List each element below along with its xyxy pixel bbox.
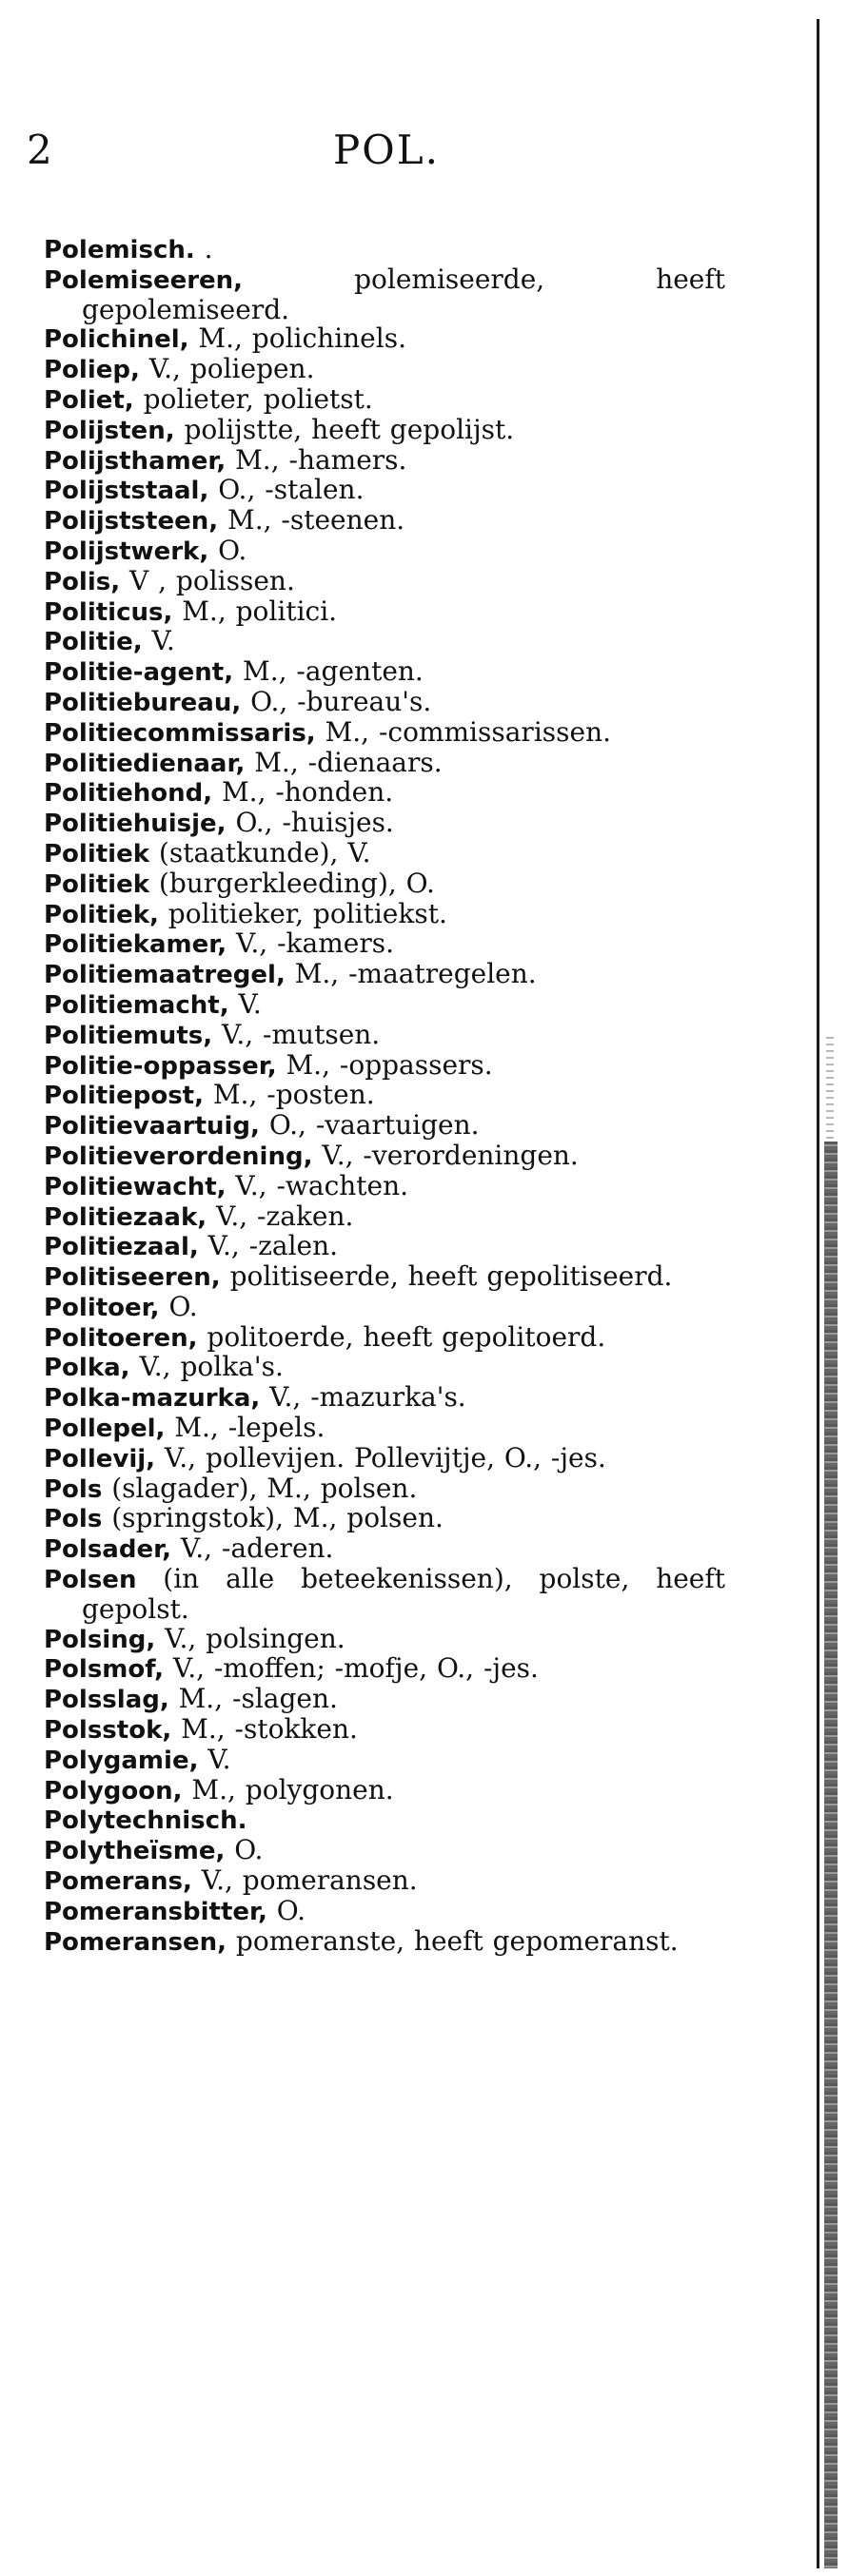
- entry-headword: Pols: [44, 1474, 103, 1504]
- entry-definition: politoerde, heeft gepolitoerd.: [197, 1320, 606, 1353]
- dictionary-entry: [44, 715, 725, 749]
- entry-headword: Polytheïsme,: [44, 1837, 226, 1866]
- dictionary-entry: [44, 1383, 725, 1414]
- entry-definition: (staatkunde), V.: [149, 836, 371, 868]
- entry-definition: V., -aderen.: [170, 1532, 334, 1565]
- entry-headword: Politievaartuig,: [44, 1112, 260, 1142]
- column-rule: [817, 19, 819, 2568]
- entry-headword: Politie,: [44, 628, 143, 657]
- dictionary-entry: [44, 324, 725, 355]
- entry-headword: Polka-mazurka,: [44, 1384, 261, 1414]
- entry-definition: politiseerde, heeft gepolitiseerd.: [220, 1260, 673, 1293]
- entry-headword: Polygoon,: [44, 1776, 183, 1805]
- entry-headword: Pollepel,: [44, 1415, 166, 1444]
- dictionary-entry: [44, 1743, 725, 1776]
- dictionary-entry: [44, 987, 725, 1021]
- entry-definition: V., -mazurka's.: [260, 1381, 466, 1414]
- dictionary-entry: [44, 1169, 725, 1202]
- entry-definition: (springstok), M., polsen.: [102, 1502, 444, 1534]
- dictionary-entry: [44, 1715, 725, 1746]
- dictionary-entry: [44, 1018, 725, 1051]
- dictionary-entry: [44, 1773, 725, 1806]
- entry-definition: V., poliepen.: [139, 353, 315, 385]
- dictionary-entry-list: [44, 235, 725, 1957]
- entry-definition: polijstte, heeft gepolijst.: [174, 413, 515, 445]
- entry-definition: V., polka's.: [129, 1351, 284, 1383]
- dictionary-entry: [44, 960, 725, 990]
- entry-definition: (burgerkleeding), O.: [149, 867, 435, 899]
- entry-definition: M., politici.: [172, 595, 338, 627]
- entry-definition: V.: [228, 987, 262, 1020]
- entry-headword: Politiemuts,: [44, 1021, 213, 1050]
- entry-headword: Politie-oppasser,: [44, 1051, 277, 1081]
- dictionary-entry: [44, 1805, 725, 1836]
- dictionary-entry: [44, 1048, 725, 1082]
- entry-headword: Politiedienaar,: [44, 749, 246, 778]
- dictionary-entry: [44, 897, 725, 930]
- dictionary-entry: [44, 355, 725, 385]
- dictionary-entry: [44, 1081, 725, 1111]
- entry-headword: Pomerans,: [44, 1867, 192, 1897]
- entry-definition: V , polissen.: [120, 564, 295, 596]
- entry-headword: Politoer,: [44, 1293, 160, 1322]
- dictionary-entry: [44, 1111, 725, 1142]
- dictionary-entry: [44, 836, 725, 869]
- entry-headword: Politiek,: [44, 900, 159, 929]
- entry-headword: Poliet,: [44, 385, 134, 415]
- entry-definition: V., polsingen.: [155, 1622, 345, 1654]
- entry-definition: M., -slagen.: [168, 1683, 338, 1715]
- entry-definition: O.: [159, 1290, 198, 1322]
- entry-headword: Poliep,: [44, 356, 140, 385]
- dictionary-entry: [44, 1353, 725, 1383]
- dictionary-entry: [44, 746, 725, 779]
- entry-definition: politieker, politiekst.: [158, 897, 447, 929]
- entry-definition: polemiseerde, heeft gepolemiseerd.: [82, 263, 725, 325]
- dictionary-entry: [44, 1262, 725, 1293]
- entry-definition: O., -bureau's.: [241, 685, 432, 717]
- entry-definition: M., -posten.: [203, 1079, 375, 1111]
- entry-definition: M., -hamers.: [226, 443, 407, 476]
- dictionary-entry: [44, 685, 725, 718]
- dictionary-entry: [44, 1414, 725, 1444]
- dictionary-entry: [44, 1474, 725, 1505]
- dictionary-entry: [44, 1836, 725, 1866]
- entry-headword: Polijsten,: [44, 416, 175, 445]
- entry-headword: Politiek: [44, 869, 150, 899]
- entry-headword: Politiepost,: [44, 1082, 204, 1111]
- entry-definition: V.: [198, 1743, 231, 1775]
- entry-definition: O.: [225, 1834, 264, 1866]
- entry-definition: M., -lepels.: [165, 1412, 325, 1444]
- dictionary-entry: [44, 1654, 725, 1685]
- entry-headword: Politiezaak,: [44, 1202, 207, 1232]
- entry-definition: polieter, polietst.: [133, 382, 373, 415]
- page-edge-shadow-upper: [826, 1037, 834, 1142]
- entry-headword: Politiezaal,: [44, 1233, 199, 1262]
- entry-headword: Politiemaatregel,: [44, 961, 286, 990]
- entry-headword: Politiecommissaris,: [44, 718, 316, 748]
- dictionary-entry: [44, 265, 725, 325]
- entry-headword: Politiemacht,: [44, 990, 229, 1020]
- entry-definition: O., -huisjes.: [226, 807, 394, 839]
- entry-headword: Polygamie,: [44, 1746, 199, 1775]
- dictionary-entry: [44, 627, 725, 657]
- entry-headword: Politiewacht,: [44, 1172, 227, 1201]
- dictionary-entry: [44, 929, 725, 960]
- entry-headword: Polsader,: [44, 1535, 171, 1565]
- entry-definition: pomeranste, heeft gepomeranst.: [227, 1924, 679, 1957]
- entry-definition: M., -stokken.: [171, 1713, 358, 1746]
- dictionary-entry: [44, 476, 725, 506]
- entry-definition: M., -agenten.: [233, 655, 424, 688]
- entry-definition: .: [194, 233, 213, 264]
- entry-definition: M., -oppassers.: [276, 1048, 493, 1081]
- dictionary-entry: [44, 1139, 725, 1172]
- entry-headword: Politiehond,: [44, 779, 213, 809]
- entry-definition: M., -maatregelen.: [285, 958, 537, 990]
- entry-definition: V., -verordeningen.: [312, 1139, 579, 1171]
- entry-definition: O., -vaartuigen.: [259, 1109, 480, 1142]
- entry-definition: V., pollevijen. Pollevijtje, O., -jes.: [155, 1441, 606, 1473]
- dictionary-entry: [44, 809, 725, 839]
- entry-headword: Polka,: [44, 1354, 130, 1383]
- dictionary-entry: [44, 1441, 725, 1474]
- dictionary-entry: [44, 506, 725, 537]
- dictionary-entry: [44, 597, 725, 628]
- dictionary-entry: [44, 235, 725, 265]
- dictionary-entry: [44, 1685, 725, 1715]
- entry-definition: M., -honden.: [212, 776, 394, 809]
- entry-definition: V., -wachten.: [226, 1169, 409, 1201]
- entry-headword: Polemiseeren,: [44, 265, 244, 295]
- dictionary-entry: [44, 1534, 725, 1565]
- entry-headword: Politiek: [44, 839, 150, 868]
- entry-definition: O., -stalen.: [208, 474, 365, 506]
- entry-definition: M., polichinels.: [188, 322, 406, 355]
- entry-headword: Polsmof,: [44, 1655, 165, 1685]
- entry-definition: V., -zaken.: [207, 1200, 354, 1232]
- dictionary-entry: [44, 382, 725, 416]
- entry-headword: Polichinel,: [44, 325, 189, 355]
- entry-headword: Polijststaal,: [44, 477, 209, 506]
- entry-definition: M., -steenen.: [218, 504, 405, 537]
- dictionary-entry: [44, 564, 725, 597]
- entry-headword: Polsslag,: [44, 1686, 169, 1715]
- entry-headword: Politieverordening,: [44, 1142, 313, 1171]
- entry-definition: (in alle beteekenissen), polste, heeft gepolst.: [82, 1563, 725, 1625]
- dictionary-entry: [44, 413, 725, 446]
- dictionary-entry: [44, 534, 725, 567]
- entry-headword: Pols: [44, 1505, 103, 1534]
- dictionary-entry: [44, 1622, 725, 1655]
- entry-headword: Polsen: [44, 1566, 137, 1595]
- entry-headword: Polijststeen,: [44, 507, 219, 537]
- entry-headword: Polis,: [44, 567, 121, 596]
- entry-headword: Polijstwerk,: [44, 537, 209, 566]
- entry-definition: V.: [142, 625, 175, 657]
- dictionary-entry: [44, 1504, 725, 1534]
- entry-headword: Polemisch.: [44, 236, 195, 264]
- dictionary-entry: [44, 1232, 725, 1262]
- entry-definition: (slagader), M., polsen.: [102, 1472, 418, 1504]
- dictionary-entry: [44, 869, 725, 900]
- page-edge-shadow: [824, 1142, 838, 2568]
- entry-definition: O.: [266, 1894, 306, 1926]
- entry-headword: Politoeren,: [44, 1323, 198, 1353]
- dictionary-entry: [44, 443, 725, 477]
- entry-headword: Politie-agent,: [44, 658, 234, 688]
- entry-headword: Politiseeren,: [44, 1263, 221, 1293]
- entry-headword: Polsing,: [44, 1625, 156, 1654]
- entry-definition: M., -dienaars.: [245, 746, 443, 778]
- entry-headword: Polijsthamer,: [44, 446, 227, 476]
- entry-headword: Polytechnisch.: [44, 1806, 247, 1836]
- dictionary-entry: [44, 1202, 725, 1233]
- page-number: 2: [27, 127, 52, 173]
- entry-definition: O.: [208, 534, 247, 566]
- entry-headword: Pomeransbitter,: [44, 1897, 267, 1926]
- entry-definition: V., -zalen.: [198, 1230, 339, 1262]
- dictionary-entry: [44, 657, 725, 688]
- dictionary-entry: [44, 1320, 725, 1354]
- dictionary-entry: [44, 778, 725, 809]
- entry-definition: V., pomeransen.: [191, 1864, 418, 1897]
- entry-headword: Pomeransen,: [44, 1927, 227, 1957]
- entry-headword: Politiekamer,: [44, 930, 227, 960]
- entry-headword: Polsstok,: [44, 1716, 172, 1746]
- dictionary-entry: [44, 1924, 725, 1958]
- dictionary-entry: [44, 1565, 725, 1625]
- dictionary-entry: [44, 1866, 725, 1897]
- entry-definition: M., polygonen.: [182, 1773, 394, 1805]
- entry-definition: V., -kamers.: [227, 927, 394, 960]
- entry-definition: V., -moffen; -mofje, O., -jes.: [164, 1652, 539, 1685]
- entry-definition: M., -commissarissen.: [315, 715, 612, 748]
- page-header: [0, 122, 848, 179]
- entry-headword: Politiehuisje,: [44, 810, 227, 839]
- dictionary-entry: [44, 1290, 725, 1323]
- entry-definition: V., -mutsen.: [212, 1018, 381, 1050]
- running-head: POL.: [333, 127, 440, 173]
- dictionary-entry: [44, 1894, 725, 1927]
- entry-headword: Politiebureau,: [44, 688, 242, 717]
- entry-headword: Pollevij,: [44, 1444, 156, 1473]
- entry-headword: Politicus,: [44, 597, 173, 627]
